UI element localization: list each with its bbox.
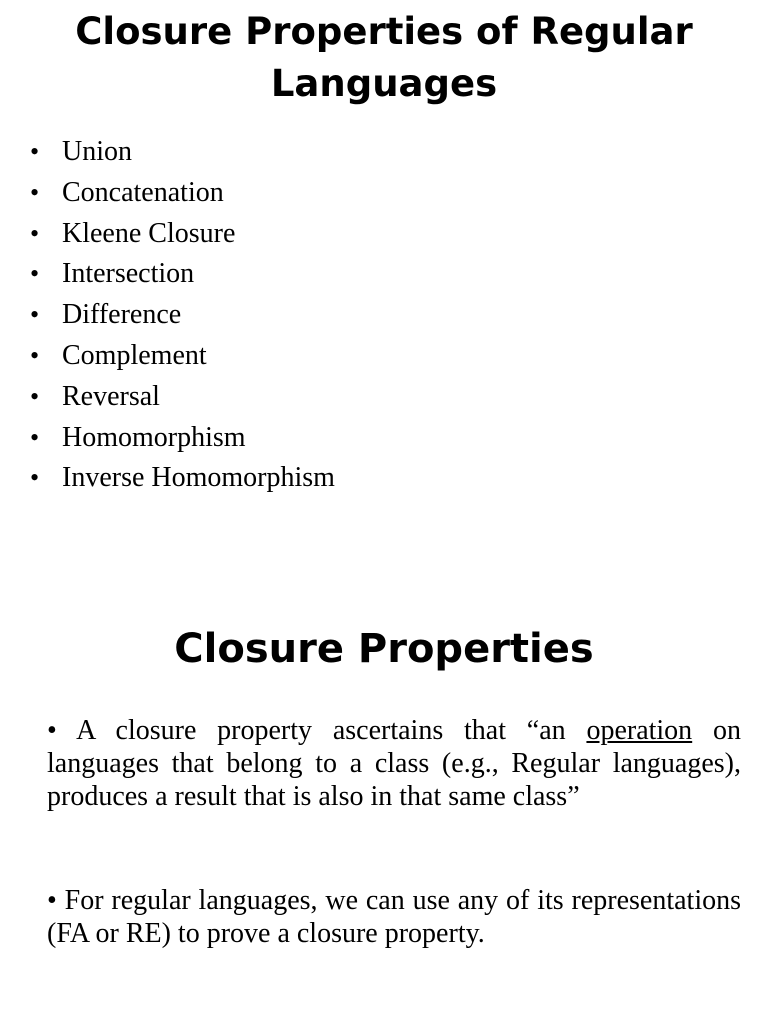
list-item xyxy=(30,418,335,459)
closure-operations-list xyxy=(30,132,335,499)
list-item xyxy=(30,295,335,336)
list-item-label: Difference xyxy=(62,299,182,331)
list-item xyxy=(30,336,335,377)
bullet-icon: • xyxy=(30,259,40,289)
list-item xyxy=(30,254,335,295)
list-item-label: Homomorphism xyxy=(62,421,246,453)
regular-languages-text: For regular languages, we can use any of its representations (FA or RE) to prove a closure property. xyxy=(47,885,741,949)
bullet-icon: • xyxy=(30,381,40,411)
list-item-label: Inverse Homomorphism xyxy=(62,462,335,494)
list-item xyxy=(30,132,335,173)
slide-1-title-line-1: Closure Properties of Regular xyxy=(75,10,693,53)
list-item xyxy=(30,173,335,214)
bullet-icon: • xyxy=(30,300,40,330)
list-item xyxy=(30,214,335,255)
slide-1-title-line-2: Languages xyxy=(270,62,498,105)
bullet-icon: • xyxy=(30,218,40,248)
list-item-label: Complement xyxy=(62,339,207,371)
list-item xyxy=(30,377,335,418)
list-item-label: Union xyxy=(62,136,132,167)
bullet-icon: • xyxy=(30,463,40,493)
slide-2-title: Closure Properties xyxy=(174,626,594,672)
bullet-icon: • xyxy=(47,885,57,916)
list-item xyxy=(30,458,335,499)
bullet-icon: • xyxy=(30,422,40,452)
definition-text-after: on languages that belong to a class (e.g., Regular languages), produces a result that is also in that same class” xyxy=(47,715,741,812)
slide-closure-properties-definition xyxy=(0,600,768,1024)
list-item-label: Intersection xyxy=(62,258,195,290)
definition-text-before: A closure property ascertains that “an xyxy=(76,715,587,746)
slide-1-title xyxy=(0,6,768,110)
bullet-icon: • xyxy=(30,340,40,370)
bullet-icon: • xyxy=(47,715,57,746)
list-item-label: Reversal xyxy=(62,380,160,412)
bullet-icon: • xyxy=(30,137,40,166)
definition-paragraph xyxy=(47,714,741,813)
list-item-label: Kleene Closure xyxy=(62,217,236,249)
regular-languages-paragraph xyxy=(47,884,741,950)
bullet-icon: • xyxy=(30,177,40,207)
underlined-term-operation: operation xyxy=(586,715,693,746)
list-item-label: Concatenation xyxy=(62,176,224,208)
